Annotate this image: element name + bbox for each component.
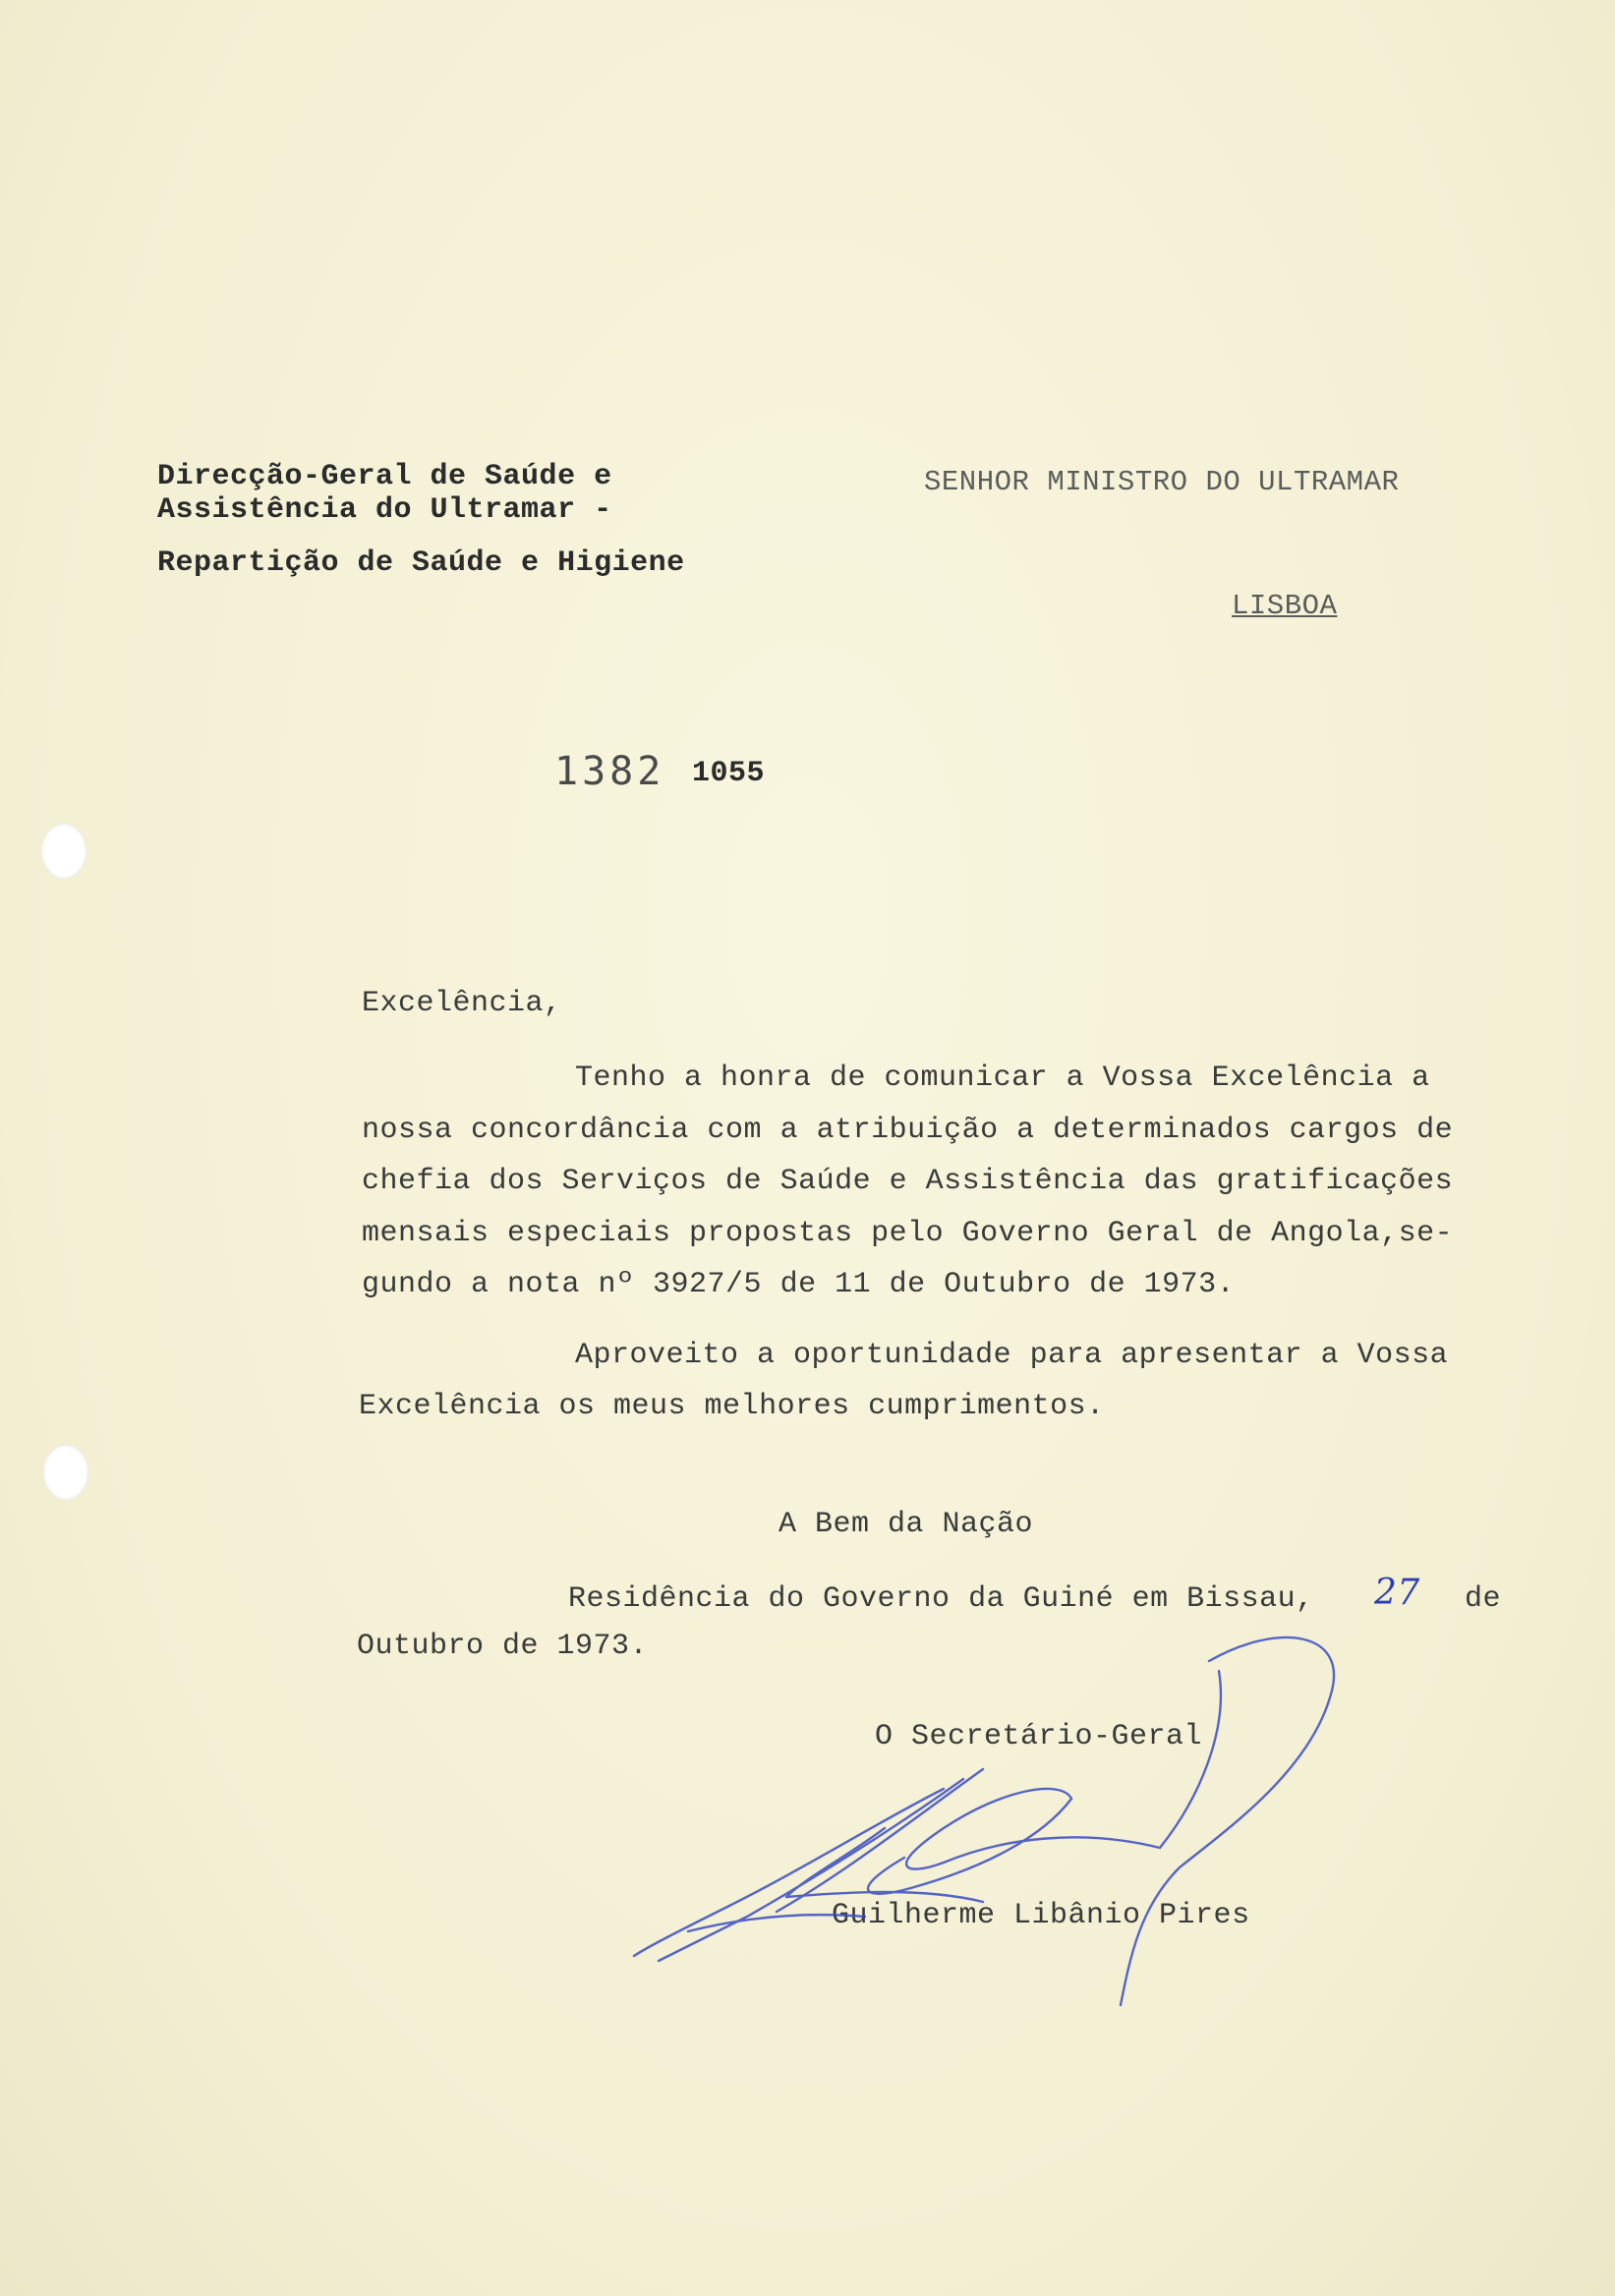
body-paragraph-1-line-3: chefia dos Serviços de Saúde e Assistência das gratificações <box>362 1165 1454 1198</box>
date-line-day-handwritten: 27 <box>1374 1573 1420 1613</box>
closing-phrase: A Bem da Nação <box>779 1508 1034 1541</box>
body-paragraph-2-line-1: Aproveito a oportunidade para apresentar a Vossa <box>575 1339 1449 1372</box>
body-paragraph-1-line-2: nossa concordância com a atribuição a determinados cargos de <box>362 1114 1454 1147</box>
recipient-title: SENHOR MINISTRO DO ULTRAMAR <box>924 466 1400 498</box>
body-paragraph-1-line-5: gundo a nota nº 3927/5 de 11 de Outubro de 1973. <box>362 1268 1236 1301</box>
date-line-prefix: Residência do Governo da Guiné em Bissau, <box>568 1582 1314 1616</box>
sender-line-2: Assistência do Ultramar - <box>157 493 612 527</box>
signatory-name: Guilherme Libânio Pires <box>832 1899 1250 1932</box>
recipient-city: LISBOA <box>1232 590 1338 622</box>
body-paragraph-1-line-4: mensais especiais propostas pelo Governo Geral de Angola,se- <box>362 1217 1454 1250</box>
body-paragraph-2-line-2: Excelência os meus melhores cumprimentos. <box>359 1390 1105 1423</box>
date-line-2: Outubro de 1973. <box>357 1630 649 1663</box>
sender-line-3: Repartição de Saúde e Higiene <box>157 546 685 580</box>
reference-typed-number: 1055 <box>692 757 766 790</box>
reference-stamped-number: 1382 <box>554 749 665 794</box>
date-line-suffix: de <box>1465 1582 1502 1616</box>
body-paragraph-1-line-1: Tenho a honra de comunicar a Vossa Excelência a <box>575 1062 1430 1095</box>
salutation: Excelência, <box>362 987 562 1020</box>
sender-line-1: Direcção-Geral de Saúde e <box>157 460 612 493</box>
signatory-role: O Secretário-Geral <box>875 1720 1203 1753</box>
